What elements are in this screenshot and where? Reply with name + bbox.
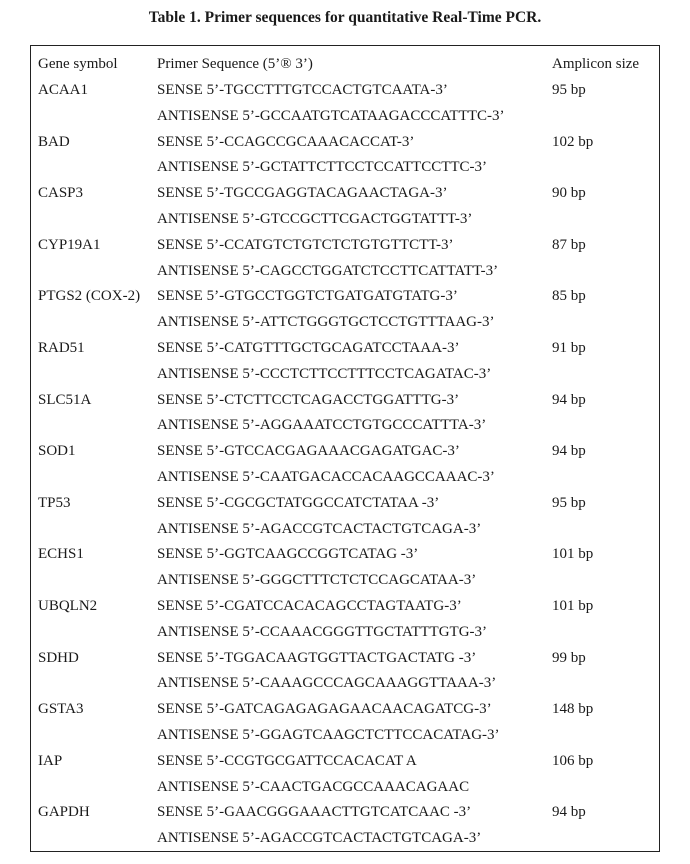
amplicon-size-cell: 101 bp xyxy=(552,598,594,614)
header-gene-symbol: Gene symbol xyxy=(38,56,118,72)
gene-symbol-cell: TP53 xyxy=(38,494,71,511)
gene-symbol-cell: UBQLN2 xyxy=(38,598,98,614)
sense-primer-cell: SENSE 5’-TGCCTTTGTCCACTGTCAATA-3’ xyxy=(157,82,448,98)
gene-symbol-cell: ECHS1 xyxy=(38,546,84,563)
gene-symbol-cell: CASP3 xyxy=(38,185,84,202)
antisense-line xyxy=(31,670,659,696)
gene-symbol-cell: SDHD xyxy=(38,649,79,666)
amplicon-size-cell: 95 bp xyxy=(552,494,586,511)
sense-primer-cell: SENSE 5’-TGCCGAGGTACAGAACTAGA-3’ xyxy=(157,185,448,202)
antisense-primer-cell: ANTISENSE 5’-ATTCTGGGTGCTCCTGTTTAAG-3’ xyxy=(157,314,495,331)
antisense-line xyxy=(31,774,659,800)
antisense-primer-cell: ANTISENSE 5’-AGACCGTCACTACTGTCAGA-3’ xyxy=(157,520,482,537)
sense-primer-cell: SENSE 5’-GATCAGAGAGAGAACAACAGATCG-3’ xyxy=(157,701,492,718)
gene-symbol-cell: PTGS2 (COX-2) xyxy=(38,288,141,305)
sense-line xyxy=(31,335,659,361)
sense-line xyxy=(31,180,659,206)
gene-symbol-cell: RAD51 xyxy=(38,340,85,356)
antisense-primer-cell: ANTISENSE 5’-CCAAACGGGTTGCTATTTGTG-3’ xyxy=(157,623,488,640)
antisense-primer-cell: ANTISENSE 5’-GGAGTCAAGCTCTTCCACATAG-3’ xyxy=(157,727,500,743)
antisense-line xyxy=(31,309,659,335)
table-body xyxy=(31,46,659,851)
antisense-line xyxy=(31,516,659,542)
antisense-line xyxy=(31,825,659,851)
sense-line xyxy=(31,77,659,103)
antisense-primer-cell: ANTISENSE 5’-CAATGACACCACAAGCCAAAC-3’ xyxy=(157,469,495,485)
sense-line xyxy=(31,232,659,258)
antisense-line xyxy=(31,464,659,490)
antisense-primer-cell: ANTISENSE 5’-CAACTGACGCCAAACAGAAC xyxy=(157,778,470,795)
sense-primer-cell: SENSE 5’-GGTCAAGCCGGTCATAG -3’ xyxy=(157,546,419,563)
antisense-primer-cell: ANTISENSE 5’-GGGCTTTCTCTCCAGCATAA-3’ xyxy=(157,572,477,589)
amplicon-size-cell: 99 bp xyxy=(552,649,586,666)
sense-primer-cell: SENSE 5’-GTCCACGAGAAACGAGATGAC-3’ xyxy=(157,443,460,460)
sense-line xyxy=(31,748,659,774)
antisense-line xyxy=(31,361,659,387)
sense-primer-cell: SENSE 5’-CGATCCACACAGCCTAGTAATG-3’ xyxy=(157,598,462,614)
amplicon-size-cell: 94 bp xyxy=(552,804,586,821)
antisense-primer-cell: ANTISENSE 5’-GCTATTCTTCCTCCATTCCTTC-3’ xyxy=(157,159,488,176)
sense-line xyxy=(31,799,659,825)
antisense-line xyxy=(31,412,659,438)
amplicon-size-cell: 87 bp xyxy=(552,236,586,253)
antisense-line xyxy=(31,206,659,232)
amplicon-size-cell: 94 bp xyxy=(552,391,586,408)
sense-primer-cell: SENSE 5’-CGCGCTATGGCCATCTATAA -3’ xyxy=(157,494,440,511)
amplicon-size-cell: 90 bp xyxy=(552,185,586,202)
amplicon-size-cell: 148 bp xyxy=(552,701,594,718)
sense-line xyxy=(31,283,659,309)
antisense-line xyxy=(31,567,659,593)
antisense-line xyxy=(31,154,659,180)
gene-symbol-cell: IAP xyxy=(38,752,63,769)
table-caption: Table 1. Primer sequences for quantitative Real-Time PCR. xyxy=(148,9,542,26)
antisense-primer-cell: ANTISENSE 5’-GTCCGCTTCGACTGGTATTT-3’ xyxy=(157,211,473,227)
sense-line xyxy=(31,129,659,155)
sense-primer-cell: SENSE 5’-TGGACAAGTGGTTACTGACTATG -3’ xyxy=(157,649,477,666)
antisense-primer-cell: ANTISENSE 5’-AGACCGTCACTACTGTCAGA-3’ xyxy=(157,830,482,847)
antisense-primer-cell: ANTISENSE 5’-CAAAGCCCAGCAAAGGTTAAA-3’ xyxy=(157,675,497,692)
sense-line xyxy=(31,387,659,413)
amplicon-size-cell: 102 bp xyxy=(552,133,594,150)
sense-primer-cell: SENSE 5’-CTCTTCCTCAGACCTGGATTTG-3’ xyxy=(157,391,460,408)
gene-symbol-cell: ACAA1 xyxy=(38,82,89,98)
gene-symbol-cell: GAPDH xyxy=(38,804,90,821)
sense-line xyxy=(31,541,659,567)
gene-symbol-cell: CYP19A1 xyxy=(38,236,101,253)
amplicon-size-cell: 106 bp xyxy=(552,752,594,769)
sense-line xyxy=(31,696,659,722)
amplicon-size-cell: 85 bp xyxy=(552,288,586,305)
antisense-primer-cell: ANTISENSE 5’-CAGCCTGGATCTCCTTCATTATT-3’ xyxy=(157,262,499,279)
sense-primer-cell: SENSE 5’-CCATGTCTGTCTCTGTGTTCTT-3’ xyxy=(157,236,454,253)
antisense-line xyxy=(31,722,659,748)
header-amplicon-size: Amplicon size xyxy=(552,56,640,72)
antisense-line xyxy=(31,103,659,129)
sense-line xyxy=(31,593,659,619)
sense-line xyxy=(31,645,659,671)
sense-primer-cell: SENSE 5’-CCGTGCGATTCCACACAT A xyxy=(157,752,417,769)
amplicon-size-cell: 101 bp xyxy=(552,546,594,563)
gene-symbol-cell: SOD1 xyxy=(38,443,76,460)
gene-symbol-cell: GSTA3 xyxy=(38,701,84,718)
sense-primer-cell: SENSE 5’-GAACGGGAAACTTGTCATCAAC -3’ xyxy=(157,804,472,821)
gene-symbol-cell: BAD xyxy=(38,133,70,150)
antisense-line xyxy=(31,619,659,645)
amplicon-size-cell: 91 bp xyxy=(552,340,586,356)
amplicon-size-cell: 94 bp xyxy=(552,443,586,460)
sense-primer-cell: SENSE 5’-CCAGCCGCAAACACCAT-3’ xyxy=(157,133,415,150)
primer-table xyxy=(30,45,660,852)
amplicon-size-cell: 95 bp xyxy=(552,82,586,98)
antisense-primer-cell: ANTISENSE 5’-GCCAATGTCATAAGACCCATTTC-3’ xyxy=(157,107,505,124)
antisense-line xyxy=(31,258,659,284)
sense-line xyxy=(31,438,659,464)
header-primer-sequence: Primer Sequence (5’® 3’) xyxy=(157,56,313,72)
sense-line xyxy=(31,490,659,516)
sense-primer-cell: SENSE 5’-CATGTTTGCTGCAGATCCTAAA-3’ xyxy=(157,340,460,356)
antisense-primer-cell: ANTISENSE 5’-AGGAAATCCTGTGCCCATTTA-3’ xyxy=(157,417,487,434)
gene-symbol-cell: SLC51A xyxy=(38,391,92,408)
sense-primer-cell: SENSE 5’-GTGCCTGGTCTGATGATGTATG-3’ xyxy=(157,288,458,305)
antisense-primer-cell: ANTISENSE 5’-CCCTCTTCCTTTCCTCAGATAC-3’ xyxy=(157,365,492,382)
